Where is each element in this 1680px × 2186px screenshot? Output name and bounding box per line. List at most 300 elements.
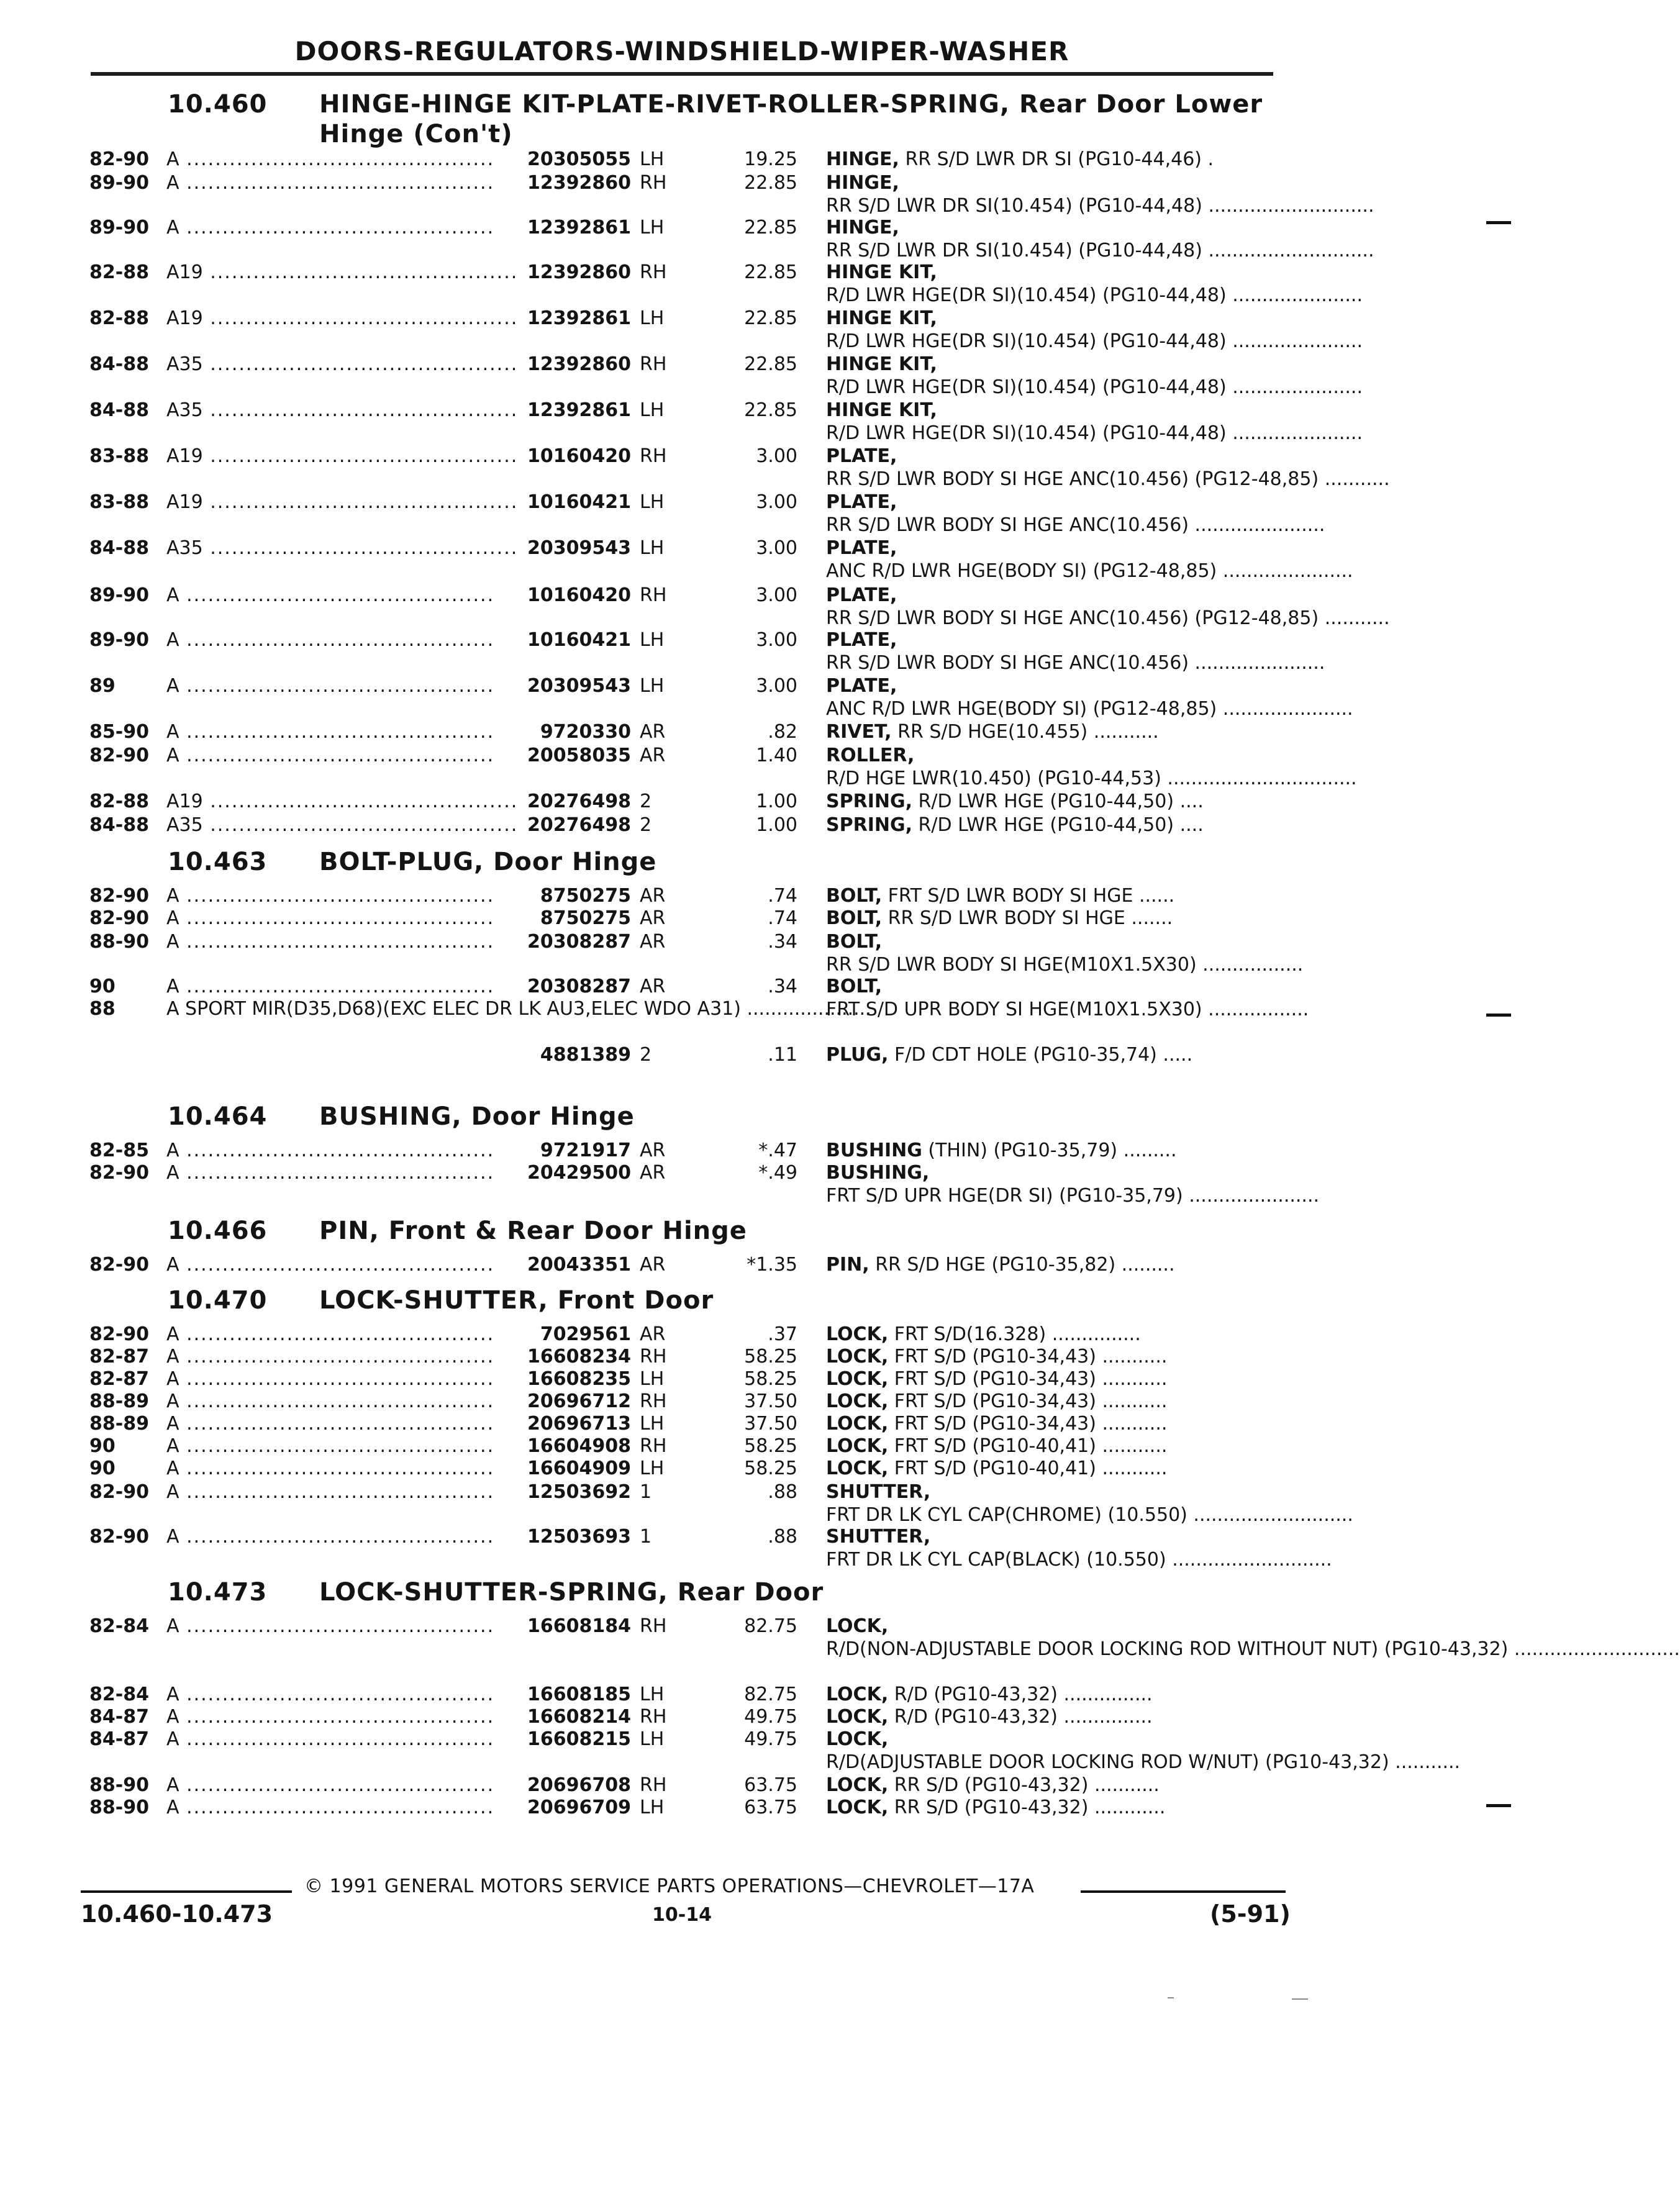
part-number: 16604909 bbox=[527, 1458, 631, 1479]
table-row bbox=[0, 584, 1570, 630]
part-description bbox=[826, 930, 1304, 976]
quantity: AR bbox=[640, 907, 666, 929]
model-code-text: A bbox=[166, 148, 179, 170]
part-number: 16608235 bbox=[527, 1368, 631, 1390]
part-detail: R/D HGE LWR(10.450) (PG10-44,53) ................................ bbox=[826, 768, 1357, 789]
price: 58.25 bbox=[744, 1368, 797, 1390]
part-name: BOLT, bbox=[826, 907, 883, 929]
leader-dots: ........................................... bbox=[202, 791, 519, 812]
model-years: 89-90 bbox=[89, 172, 149, 194]
part-name: LOCK, bbox=[826, 1774, 889, 1796]
model-years: 84-87 bbox=[89, 1728, 149, 1750]
leader-dots: ........................................... bbox=[179, 976, 495, 997]
part-detail: RR S/D HGE(10.455) ........... bbox=[897, 721, 1159, 743]
leader-dots: ........................................... bbox=[179, 1774, 495, 1796]
part-detail: R/D LWR HGE(DR SI)(10.454) (PG10-44,48) ...................... bbox=[826, 422, 1363, 444]
part-name: RIVET, bbox=[826, 721, 892, 743]
price: *1.35 bbox=[747, 1254, 797, 1276]
part-name: LOCK, bbox=[826, 1435, 889, 1457]
price: 58.25 bbox=[744, 1435, 797, 1457]
price: .82 bbox=[768, 721, 797, 743]
table-row bbox=[0, 1615, 1680, 1661]
quantity: RH bbox=[640, 1706, 667, 1728]
part-detail: FRT S/D(16.328) ............... bbox=[894, 1323, 1141, 1345]
part-detail: RR S/D LWR BODY SI HGE ANC(10.456) ...................... bbox=[826, 514, 1325, 536]
section-title bbox=[319, 1102, 635, 1132]
leader-dots: ........................................... bbox=[202, 491, 519, 513]
part-number: 10160420 bbox=[527, 584, 631, 606]
part-description bbox=[826, 1774, 1279, 1797]
part-number: 16608215 bbox=[527, 1728, 631, 1750]
quantity: RH bbox=[640, 172, 667, 194]
part-number: 12392860 bbox=[527, 172, 631, 194]
section-number: 10.466 bbox=[168, 1217, 268, 1245]
part-detail: FRT S/D (PG10-34,43) ........... bbox=[894, 1413, 1168, 1435]
quantity: AR bbox=[640, 1254, 666, 1276]
part-name: LOCK, bbox=[826, 1458, 889, 1479]
part-name: PLATE, bbox=[826, 445, 897, 467]
model-years: 82-90 bbox=[89, 885, 149, 907]
part-number: 20043351 bbox=[527, 1254, 631, 1276]
price: 22.85 bbox=[744, 172, 797, 194]
model-years: 82-87 bbox=[89, 1346, 149, 1367]
part-name: LOCK, bbox=[826, 1728, 889, 1750]
section-title bbox=[319, 89, 1263, 149]
part-description bbox=[826, 1683, 1279, 1706]
part-description bbox=[826, 744, 1357, 790]
model-years: 82-87 bbox=[89, 1368, 149, 1390]
part-name: PLATE, bbox=[826, 629, 897, 651]
part-detail: RR S/D LWR BODY SI HGE ANC(10.456) (PG12-48,85) ........... bbox=[826, 468, 1390, 490]
model-years: 82-90 bbox=[89, 1481, 149, 1503]
footer-rule-right bbox=[1081, 1890, 1286, 1893]
part-name: LOCK, bbox=[826, 1706, 889, 1728]
price: 49.75 bbox=[744, 1706, 797, 1728]
model-code-text: A bbox=[166, 1390, 179, 1412]
leader-dots: ........................................... bbox=[202, 445, 519, 467]
part-number: 20308287 bbox=[527, 976, 631, 997]
leader-dots: ........................................... bbox=[202, 307, 519, 329]
price: 37.50 bbox=[744, 1390, 797, 1412]
section-number: 10.464 bbox=[168, 1102, 268, 1131]
model-years: 89-90 bbox=[89, 629, 149, 651]
leader-dots: ........................................... bbox=[202, 353, 519, 375]
table-row bbox=[0, 1728, 1570, 1774]
part-description bbox=[826, 491, 1325, 537]
price: 22.85 bbox=[744, 399, 797, 421]
part-number: 20429500 bbox=[527, 1162, 631, 1184]
part-name: SPRING, bbox=[826, 791, 912, 812]
section-number: 10.460 bbox=[168, 90, 268, 119]
part-detail: RR S/D LWR BODY SI HGE(M10X1.5X30) ................. bbox=[826, 954, 1304, 976]
price: 3.00 bbox=[756, 584, 797, 606]
section-title bbox=[319, 847, 656, 877]
part-name: LOCK, bbox=[826, 1615, 889, 1637]
part-detail: RR S/D (PG10-43,32) ........... bbox=[894, 1774, 1160, 1796]
table-row bbox=[0, 353, 1570, 399]
part-detail: FRT S/D (PG10-34,43) ........... bbox=[894, 1346, 1168, 1367]
part-description bbox=[826, 584, 1390, 630]
part-name: ROLLER, bbox=[826, 745, 915, 766]
model-years: 82-90 bbox=[89, 745, 149, 766]
quantity: 2 bbox=[640, 791, 652, 812]
part-description bbox=[826, 1705, 1279, 1728]
section-title-continuation: Hinge (Con't) bbox=[319, 120, 513, 148]
part-detail: (THIN) (PG10-35,79) ......... bbox=[928, 1140, 1177, 1161]
part-description bbox=[826, 814, 1279, 837]
part-detail: RR S/D HGE (PG10-35,82) ......... bbox=[875, 1254, 1175, 1276]
table-row bbox=[0, 261, 1570, 307]
part-number: 10160420 bbox=[527, 445, 631, 467]
price: 58.25 bbox=[744, 1458, 797, 1479]
quantity: LH bbox=[640, 307, 665, 329]
part-description bbox=[826, 399, 1363, 445]
part-detail: R/D (PG10-43,32) ............... bbox=[894, 1684, 1153, 1705]
part-name: SPRING, bbox=[826, 814, 912, 836]
part-name: SHUTTER, bbox=[826, 1526, 931, 1548]
quantity: LH bbox=[640, 148, 665, 170]
part-description bbox=[826, 148, 1279, 171]
quantity: LH bbox=[640, 675, 665, 697]
leader-dots: ........................................... bbox=[179, 1162, 495, 1184]
part-description bbox=[826, 884, 1279, 907]
quantity: RH bbox=[640, 1615, 667, 1637]
part-number: 8750275 bbox=[540, 885, 631, 907]
quantity: AR bbox=[640, 1162, 666, 1184]
part-description bbox=[826, 1481, 1353, 1526]
table-row bbox=[0, 1161, 1570, 1207]
model-code-text: A bbox=[166, 629, 179, 651]
part-name: HINGE, bbox=[826, 217, 899, 238]
table-row bbox=[0, 307, 1570, 353]
part-description bbox=[826, 445, 1390, 491]
part-detail: FRT S/D (PG10-34,43) ........... bbox=[894, 1390, 1168, 1412]
part-description bbox=[826, 674, 1353, 720]
quantity: RH bbox=[640, 1390, 667, 1412]
price: .34 bbox=[768, 976, 797, 997]
part-number: 9720330 bbox=[540, 721, 631, 743]
price: 37.50 bbox=[744, 1413, 797, 1435]
model-code-text: A bbox=[166, 1323, 179, 1345]
leader-dots: ........................................... bbox=[202, 537, 519, 559]
model-years: 89 bbox=[89, 675, 116, 697]
model-years: 85-90 bbox=[89, 721, 149, 743]
part-number: 16608214 bbox=[527, 1706, 631, 1728]
table-row bbox=[0, 1525, 1570, 1571]
model-years: 82-88 bbox=[89, 261, 149, 283]
part-detail: FRT S/D UPR BODY SI HGE(M10X1.5X30) ................. bbox=[826, 999, 1309, 1020]
model-code-text: A bbox=[166, 1526, 179, 1548]
part-detail: FRT S/D UPR HGE(DR SI) (PG10-35,79) ...................... bbox=[826, 1185, 1320, 1207]
leader-dots: ........................................... bbox=[179, 584, 495, 606]
model-code-text: A bbox=[166, 172, 179, 194]
model-years: 89-90 bbox=[89, 217, 149, 238]
part-detail: RR S/D (PG10-43,32) ............ bbox=[894, 1797, 1166, 1818]
footer-section-range: 10.460-10.473 bbox=[81, 1900, 273, 1928]
model-years: 88-89 bbox=[89, 1390, 149, 1412]
price: 22.85 bbox=[744, 353, 797, 375]
leader-dots: ........................................... bbox=[179, 629, 495, 651]
part-detail: RR S/D LWR DR SI (PG10-44,46) . bbox=[905, 148, 1214, 170]
footer-copyright: © 1991 GENERAL MOTORS SERVICE PARTS OPERATIONS—CHEVROLET—17A bbox=[304, 1875, 1035, 1897]
model-code-text: A bbox=[166, 1774, 179, 1796]
model-years: 82-84 bbox=[89, 1615, 149, 1637]
quantity: LH bbox=[640, 537, 665, 559]
part-number: 20058035 bbox=[527, 745, 631, 766]
model-years: 89-90 bbox=[89, 584, 149, 606]
part-detail: FRT S/D (PG10-40,41) ........... bbox=[894, 1458, 1168, 1479]
model-years: 82-88 bbox=[89, 307, 149, 329]
part-description bbox=[826, 1525, 1332, 1571]
leader-dots: ........................................... bbox=[179, 1615, 495, 1637]
section-title bbox=[319, 1577, 824, 1607]
price: .88 bbox=[768, 1481, 797, 1503]
table-row bbox=[0, 674, 1570, 720]
leader-dots: ........................................... bbox=[179, 1481, 495, 1503]
price: 49.75 bbox=[744, 1728, 797, 1750]
model-years: 83-88 bbox=[89, 491, 149, 513]
price: 3.00 bbox=[756, 445, 797, 467]
part-description bbox=[826, 907, 1279, 930]
part-number: 8750275 bbox=[540, 907, 631, 929]
part-number: 12392860 bbox=[527, 261, 631, 283]
scan-mark bbox=[1168, 1997, 1174, 1998]
leader-dots: ........................................... bbox=[179, 745, 495, 766]
table-row bbox=[0, 628, 1570, 674]
margin-tick-mark bbox=[1486, 1804, 1511, 1807]
leader-dots: ........................................... bbox=[179, 931, 495, 953]
leader-dots: ........................................... bbox=[202, 261, 519, 283]
quantity: RH bbox=[640, 261, 667, 283]
part-detail: F/D CDT HOLE (PG10-35,74) ..... bbox=[894, 1044, 1193, 1066]
part-description bbox=[826, 1139, 1279, 1162]
leader-dots: ........................................... bbox=[179, 1706, 495, 1728]
section-number: 10.463 bbox=[168, 848, 268, 876]
part-number: 16608184 bbox=[527, 1615, 631, 1637]
quantity: 1 bbox=[640, 1526, 652, 1548]
model-code-text: A bbox=[166, 931, 179, 953]
part-detail: RR S/D LWR BODY SI HGE ANC(10.456) (PG12-48,85) ........... bbox=[826, 607, 1390, 629]
part-detail: RR S/D LWR BODY SI HGE ....... bbox=[888, 907, 1173, 929]
section-title-line: LOCK-SHUTTER-SPRING, Rear Door bbox=[319, 1578, 824, 1607]
part-number: 20309543 bbox=[527, 537, 631, 559]
leader-dots: ........................................... bbox=[179, 907, 495, 929]
quantity: AR bbox=[640, 721, 666, 743]
section-title-line: BUSHING, Door Hinge bbox=[319, 1102, 635, 1131]
quantity: AR bbox=[640, 745, 666, 766]
price: 3.00 bbox=[756, 491, 797, 513]
quantity: LH bbox=[640, 629, 665, 651]
footer-rule-left bbox=[81, 1890, 292, 1893]
leader-dots: ........................................... bbox=[179, 1797, 495, 1818]
section-title bbox=[319, 1286, 714, 1315]
model-code-text: A bbox=[166, 217, 179, 238]
part-number: 10160421 bbox=[527, 491, 631, 513]
part-number: 20308287 bbox=[527, 931, 631, 953]
leader-dots: ........................................... bbox=[179, 675, 495, 697]
model-years: 82-90 bbox=[89, 1323, 149, 1345]
part-description bbox=[826, 171, 1374, 217]
leader-dots: ........................................... bbox=[179, 1254, 495, 1276]
part-description bbox=[826, 628, 1325, 674]
model-code-text: A19 bbox=[166, 791, 203, 812]
section-title-line: HINGE-HINGE KIT-PLATE-RIVET-ROLLER-SPRING, Rear Door Lower bbox=[319, 90, 1263, 119]
quantity: AR bbox=[640, 1323, 666, 1345]
part-number: 10160421 bbox=[527, 629, 631, 651]
model-years: 84-88 bbox=[89, 537, 149, 559]
price: 3.00 bbox=[756, 675, 797, 697]
model-code-text: A19 bbox=[166, 445, 203, 467]
part-number: 12392861 bbox=[527, 399, 631, 421]
model-description: A SPORT MIR(D35,D68)(EXC ELEC DR LK AU3,ELEC WDO A31) ..................... bbox=[166, 998, 871, 1020]
quantity: LH bbox=[640, 217, 665, 238]
part-number: 12503693 bbox=[527, 1526, 631, 1548]
leader-dots: ........................................... bbox=[179, 1458, 495, 1479]
leader-dots: ........................................... bbox=[179, 1526, 495, 1548]
part-detail: R/D LWR HGE(DR SI)(10.454) (PG10-44,48) ...................... bbox=[826, 284, 1363, 306]
leader-dots: ........................................... bbox=[179, 1323, 495, 1345]
quantity: LH bbox=[640, 1797, 665, 1818]
part-description bbox=[826, 1323, 1279, 1346]
part-name: PLATE, bbox=[826, 491, 897, 513]
leader-dots: ........................................... bbox=[179, 217, 495, 238]
model-code-text: A19 bbox=[166, 491, 203, 513]
price: .34 bbox=[768, 931, 797, 953]
part-description bbox=[826, 216, 1374, 262]
quantity: 2 bbox=[640, 1044, 652, 1066]
model-code-text: A bbox=[166, 1368, 179, 1390]
part-name: BOLT, bbox=[826, 931, 883, 953]
leader-dots: ........................................... bbox=[179, 1368, 495, 1390]
table-row bbox=[0, 171, 1570, 217]
section-title-line: PIN, Front & Rear Door Hinge bbox=[319, 1217, 747, 1245]
quantity: RH bbox=[640, 353, 667, 375]
model-years: 82-90 bbox=[89, 1162, 149, 1184]
model-years: 88-90 bbox=[89, 1797, 149, 1818]
model-years: 84-88 bbox=[89, 814, 149, 836]
part-detail: ANC R/D LWR HGE(BODY SI) (PG12-48,85) ...................... bbox=[826, 560, 1353, 582]
part-number: 20696712 bbox=[527, 1390, 631, 1412]
model-code-text: A19 bbox=[166, 307, 203, 329]
model-years: 82-88 bbox=[89, 791, 149, 812]
model-years: 88 bbox=[89, 998, 116, 1020]
part-detail: ANC R/D LWR HGE(BODY SI) (PG12-48,85) ...................... bbox=[826, 698, 1353, 720]
part-detail: FRT DR LK CYL CAP(CHROME) (10.550) ........................... bbox=[826, 1504, 1353, 1526]
table-row bbox=[0, 930, 1570, 976]
table-row bbox=[0, 997, 1570, 1072]
part-number: 12392860 bbox=[527, 353, 631, 375]
model-years: 83-88 bbox=[89, 445, 149, 467]
quantity: LH bbox=[640, 491, 665, 513]
margin-tick-mark bbox=[1486, 221, 1511, 224]
part-description bbox=[826, 261, 1363, 307]
part-name: PLATE, bbox=[826, 537, 897, 559]
model-code-text: A bbox=[166, 1140, 179, 1161]
leader-dots: ........................................... bbox=[179, 1390, 495, 1412]
table-row bbox=[0, 537, 1570, 583]
part-detail: RR S/D LWR DR SI(10.454) (PG10-44,48) ............................ bbox=[826, 240, 1374, 261]
part-name: PLATE, bbox=[826, 584, 897, 606]
model-code-text: A bbox=[166, 1413, 179, 1435]
part-description bbox=[826, 1253, 1279, 1276]
model-code-text: A bbox=[166, 1254, 179, 1276]
price: 1.00 bbox=[756, 814, 797, 836]
part-detail: R/D (PG10-43,32) ............... bbox=[894, 1706, 1153, 1728]
part-description bbox=[826, 1412, 1279, 1435]
price: *.47 bbox=[758, 1140, 797, 1161]
model-code-text: A bbox=[166, 675, 179, 697]
leader-dots: ........................................... bbox=[179, 721, 495, 743]
table-row bbox=[0, 744, 1570, 790]
price: .88 bbox=[768, 1526, 797, 1548]
price: 3.00 bbox=[756, 629, 797, 651]
part-detail: R/D(ADJUSTABLE DOOR LOCKING ROD W/NUT) (PG10-43,32) ........... bbox=[826, 1751, 1461, 1773]
section-title-line: LOCK-SHUTTER, Front Door bbox=[319, 1286, 714, 1315]
part-name: SHUTTER, bbox=[826, 1481, 931, 1503]
quantity: RH bbox=[640, 1774, 667, 1796]
model-years: 82-84 bbox=[89, 1684, 149, 1705]
part-number: 4881389 bbox=[540, 1044, 631, 1066]
scan-mark bbox=[1292, 1998, 1308, 2000]
part-number: 20696708 bbox=[527, 1774, 631, 1796]
part-name: LOCK, bbox=[826, 1684, 889, 1705]
part-number: 20276498 bbox=[527, 791, 631, 812]
part-name: LOCK, bbox=[826, 1368, 889, 1390]
part-number: 16608234 bbox=[527, 1346, 631, 1367]
leader-dots: ........................................... bbox=[179, 1435, 495, 1457]
leader-dots: ........................................... bbox=[179, 172, 495, 194]
price: .74 bbox=[768, 907, 797, 929]
quantity: 1 bbox=[640, 1481, 652, 1503]
part-description bbox=[826, 353, 1363, 399]
model-years: 82-85 bbox=[89, 1140, 149, 1161]
model-code-text: A35 bbox=[166, 814, 203, 836]
model-code-text: A bbox=[166, 885, 179, 907]
model-code-text: A bbox=[166, 1481, 179, 1503]
price: 63.75 bbox=[744, 1774, 797, 1796]
model-years: 84-87 bbox=[89, 1706, 149, 1728]
part-description bbox=[826, 1615, 1680, 1661]
model-years: 88-90 bbox=[89, 931, 149, 953]
part-name: HINGE, bbox=[826, 172, 899, 194]
part-name: HINGE KIT, bbox=[826, 353, 937, 375]
part-detail: RR S/D LWR BODY SI HGE ANC(10.456) ...................... bbox=[826, 652, 1325, 674]
price: 3.00 bbox=[756, 537, 797, 559]
part-name: HINGE, bbox=[826, 148, 899, 170]
quantity: LH bbox=[640, 1684, 665, 1705]
table-row bbox=[0, 1481, 1570, 1526]
price: 22.85 bbox=[744, 261, 797, 283]
part-number: 16604908 bbox=[527, 1435, 631, 1457]
price: 22.85 bbox=[744, 307, 797, 329]
part-description bbox=[826, 790, 1279, 813]
model-code-text: A bbox=[166, 745, 179, 766]
leader-dots: ........................................... bbox=[179, 1140, 495, 1161]
model-code-text: A bbox=[166, 1797, 179, 1818]
price: 22.85 bbox=[744, 217, 797, 238]
price: 63.75 bbox=[744, 1797, 797, 1818]
leader-dots: ........................................... bbox=[202, 399, 519, 421]
model-years: 84-88 bbox=[89, 399, 149, 421]
part-description bbox=[826, 1390, 1279, 1413]
part-detail: R/D(NON-ADJUSTABLE DOOR LOCKING ROD WITHOUT NUT) (PG10-43,32) ............................ bbox=[826, 1638, 1680, 1660]
quantity: LH bbox=[640, 1458, 665, 1479]
part-name: LOCK, bbox=[826, 1323, 889, 1345]
quantity: LH bbox=[640, 1368, 665, 1390]
part-name: PLATE, bbox=[826, 675, 897, 697]
part-description bbox=[826, 1161, 1320, 1207]
margin-tick-mark bbox=[1486, 1014, 1511, 1017]
